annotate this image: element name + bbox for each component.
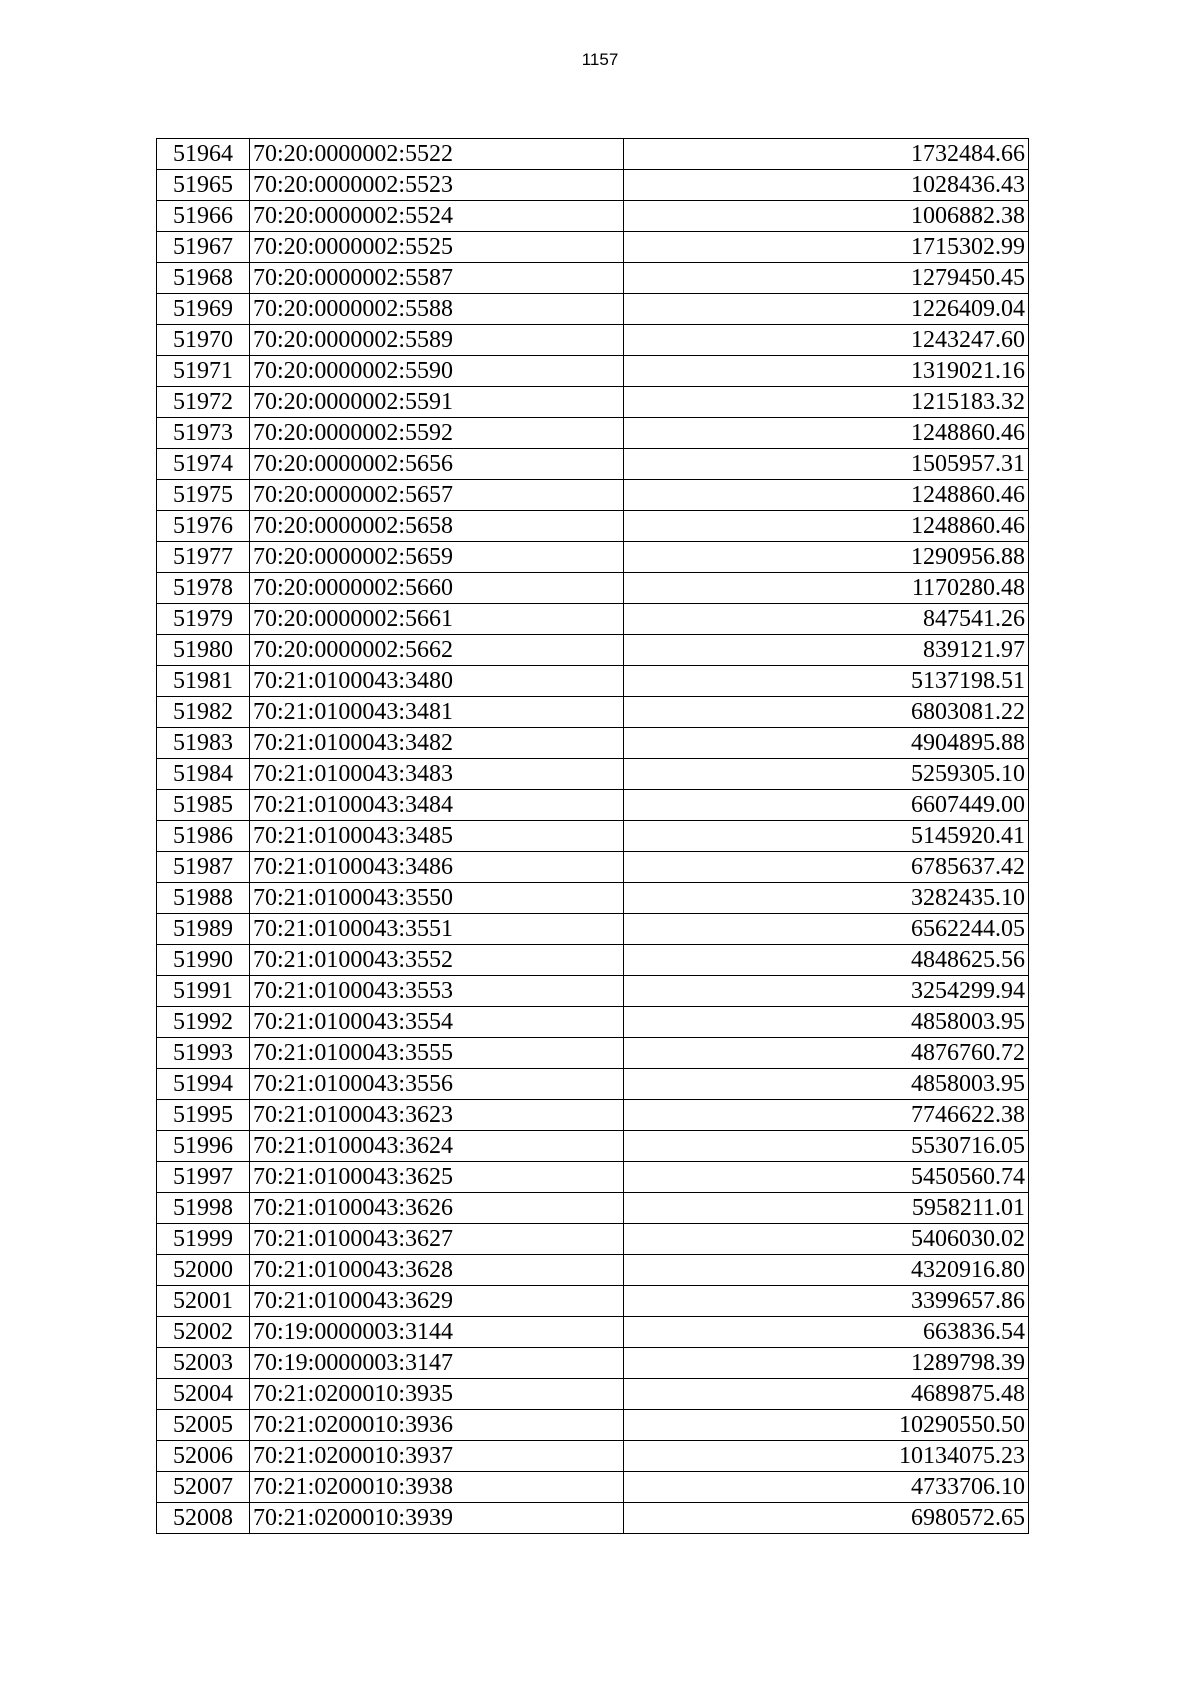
- value-cell: 5530716.05: [624, 1131, 1029, 1162]
- value-cell: 4848625.56: [624, 945, 1029, 976]
- table-row: [157, 263, 1029, 294]
- row-number-cell: 51977: [157, 542, 250, 573]
- row-number-cell: 51987: [157, 852, 250, 883]
- cadastral-number-cell: 70:21:0100043:3552: [250, 945, 624, 976]
- row-number-cell: 51992: [157, 1007, 250, 1038]
- cadastral-number-cell: 70:20:0000002:5592: [250, 418, 624, 449]
- value-cell: 1226409.04: [624, 294, 1029, 325]
- row-number-cell: 51993: [157, 1038, 250, 1069]
- cadastral-number-cell: 70:20:0000002:5656: [250, 449, 624, 480]
- cadastral-number-cell: 70:20:0000002:5587: [250, 263, 624, 294]
- value-cell: 3282435.10: [624, 883, 1029, 914]
- table-row: [157, 542, 1029, 573]
- cadastral-number-cell: 70:21:0100043:3486: [250, 852, 624, 883]
- table-row: [157, 1069, 1029, 1100]
- cadastral-number-cell: 70:21:0100043:3485: [250, 821, 624, 852]
- value-cell: 5406030.02: [624, 1224, 1029, 1255]
- value-cell: 1290956.88: [624, 542, 1029, 573]
- value-cell: 4733706.10: [624, 1472, 1029, 1503]
- cadastral-number-cell: 70:20:0000002:5522: [250, 139, 624, 170]
- table-row: [157, 976, 1029, 1007]
- cadastral-number-cell: 70:20:0000002:5523: [250, 170, 624, 201]
- value-cell: 4689875.48: [624, 1379, 1029, 1410]
- value-cell: 4858003.95: [624, 1069, 1029, 1100]
- value-cell: 4876760.72: [624, 1038, 1029, 1069]
- cadastral-number-cell: 70:20:0000002:5591: [250, 387, 624, 418]
- row-number-cell: 51994: [157, 1069, 250, 1100]
- row-number-cell: 51997: [157, 1162, 250, 1193]
- table-row: [157, 480, 1029, 511]
- value-cell: 5145920.41: [624, 821, 1029, 852]
- row-number-cell: 51986: [157, 821, 250, 852]
- row-number-cell: 52003: [157, 1348, 250, 1379]
- value-cell: 6607449.00: [624, 790, 1029, 821]
- value-cell: 10290550.50: [624, 1410, 1029, 1441]
- row-number-cell: 51984: [157, 759, 250, 790]
- row-number-cell: 52004: [157, 1379, 250, 1410]
- cadastral-number-cell: 70:20:0000002:5524: [250, 201, 624, 232]
- row-number-cell: 51982: [157, 697, 250, 728]
- row-number-cell: 51990: [157, 945, 250, 976]
- table-row: [157, 852, 1029, 883]
- row-number-cell: 51999: [157, 1224, 250, 1255]
- row-number-cell: 51973: [157, 418, 250, 449]
- cadastral-number-cell: 70:21:0200010:3937: [250, 1441, 624, 1472]
- cadastral-number-cell: 70:20:0000002:5657: [250, 480, 624, 511]
- table-row: [157, 697, 1029, 728]
- value-cell: 663836.54: [624, 1317, 1029, 1348]
- value-cell: 7746622.38: [624, 1100, 1029, 1131]
- table-row: [157, 728, 1029, 759]
- page-number: 1157: [581, 50, 619, 69]
- cadastral-number-cell: 70:21:0100043:3481: [250, 697, 624, 728]
- cadastral-number-cell: 70:21:0100043:3484: [250, 790, 624, 821]
- cadastral-number-cell: 70:20:0000002:5661: [250, 604, 624, 635]
- row-number-cell: 51972: [157, 387, 250, 418]
- table-row: [157, 1100, 1029, 1131]
- row-number-cell: 51980: [157, 635, 250, 666]
- cadastral-number-cell: 70:21:0100043:3551: [250, 914, 624, 945]
- table-row: [157, 1379, 1029, 1410]
- value-cell: 1248860.46: [624, 511, 1029, 542]
- cadastral-number-cell: 70:21:0200010:3938: [250, 1472, 624, 1503]
- value-cell: 6980572.65: [624, 1503, 1029, 1534]
- cadastral-number-cell: 70:20:0000002:5659: [250, 542, 624, 573]
- cadastral-number-cell: 70:20:0000002:5590: [250, 356, 624, 387]
- cadastral-number-cell: 70:20:0000002:5589: [250, 325, 624, 356]
- table-row: [157, 232, 1029, 263]
- table-row: [157, 1286, 1029, 1317]
- row-number-cell: 51967: [157, 232, 250, 263]
- row-number-cell: 52008: [157, 1503, 250, 1534]
- row-number-cell: 51996: [157, 1131, 250, 1162]
- table-row: [157, 325, 1029, 356]
- cadastral-number-cell: 70:21:0100043:3626: [250, 1193, 624, 1224]
- value-cell: 5958211.01: [624, 1193, 1029, 1224]
- value-cell: 1170280.48: [624, 573, 1029, 604]
- cadastral-number-cell: 70:21:0200010:3935: [250, 1379, 624, 1410]
- table-row: [157, 821, 1029, 852]
- value-cell: 1248860.46: [624, 418, 1029, 449]
- registry-table-body: [157, 139, 1029, 1534]
- cadastral-number-cell: 70:21:0100043:3625: [250, 1162, 624, 1193]
- row-number-cell: 51988: [157, 883, 250, 914]
- table-row: [157, 511, 1029, 542]
- row-number-cell: 52000: [157, 1255, 250, 1286]
- cadastral-number-cell: 70:19:0000003:3147: [250, 1348, 624, 1379]
- row-number-cell: 51964: [157, 139, 250, 170]
- row-number-cell: 51983: [157, 728, 250, 759]
- value-cell: 1215183.32: [624, 387, 1029, 418]
- value-cell: 3254299.94: [624, 976, 1029, 1007]
- table-row: [157, 1317, 1029, 1348]
- row-number-cell: 52002: [157, 1317, 250, 1348]
- row-number-cell: 51998: [157, 1193, 250, 1224]
- value-cell: 847541.26: [624, 604, 1029, 635]
- cadastral-number-cell: 70:21:0100043:3555: [250, 1038, 624, 1069]
- table-row: [157, 1193, 1029, 1224]
- cadastral-number-cell: 70:20:0000002:5658: [250, 511, 624, 542]
- table-row: [157, 139, 1029, 170]
- row-number-cell: 51991: [157, 976, 250, 1007]
- row-number-cell: 51981: [157, 666, 250, 697]
- row-number-cell: 52006: [157, 1441, 250, 1472]
- cadastral-number-cell: 70:20:0000002:5525: [250, 232, 624, 263]
- table-row: [157, 1038, 1029, 1069]
- value-cell: 1289798.39: [624, 1348, 1029, 1379]
- table-row: [157, 1441, 1029, 1472]
- table-row: [157, 1255, 1029, 1286]
- table-row: [157, 1348, 1029, 1379]
- row-number-cell: 51969: [157, 294, 250, 325]
- row-number-cell: 51978: [157, 573, 250, 604]
- value-cell: 1248860.46: [624, 480, 1029, 511]
- cadastral-number-cell: 70:21:0100043:3556: [250, 1069, 624, 1100]
- cadastral-number-cell: 70:21:0100043:3629: [250, 1286, 624, 1317]
- table-row: [157, 883, 1029, 914]
- table-row: [157, 356, 1029, 387]
- value-cell: 3399657.86: [624, 1286, 1029, 1317]
- cadastral-number-cell: 70:20:0000002:5662: [250, 635, 624, 666]
- table-row: [157, 1503, 1029, 1534]
- value-cell: 4904895.88: [624, 728, 1029, 759]
- value-cell: 5450560.74: [624, 1162, 1029, 1193]
- cadastral-number-cell: 70:21:0100043:3624: [250, 1131, 624, 1162]
- value-cell: 1505957.31: [624, 449, 1029, 480]
- row-number-cell: 52007: [157, 1472, 250, 1503]
- row-number-cell: 51966: [157, 201, 250, 232]
- table-row: [157, 604, 1029, 635]
- table-row: [157, 201, 1029, 232]
- table-row: [157, 1224, 1029, 1255]
- table-row: [157, 945, 1029, 976]
- value-cell: 10134075.23: [624, 1441, 1029, 1472]
- value-cell: 5137198.51: [624, 666, 1029, 697]
- row-number-cell: 51985: [157, 790, 250, 821]
- cadastral-number-cell: 70:21:0100043:3480: [250, 666, 624, 697]
- cadastral-number-cell: 70:21:0100043:3550: [250, 883, 624, 914]
- table-row: [157, 418, 1029, 449]
- row-number-cell: 51965: [157, 170, 250, 201]
- cadastral-number-cell: 70:21:0100043:3554: [250, 1007, 624, 1038]
- row-number-cell: 51979: [157, 604, 250, 635]
- value-cell: 1006882.38: [624, 201, 1029, 232]
- cadastral-number-cell: 70:21:0100043:3553: [250, 976, 624, 1007]
- cadastral-number-cell: 70:21:0100043:3483: [250, 759, 624, 790]
- cadastral-number-cell: 70:21:0100043:3628: [250, 1255, 624, 1286]
- row-number-cell: 51995: [157, 1100, 250, 1131]
- value-cell: 6562244.05: [624, 914, 1029, 945]
- row-number-cell: 51976: [157, 511, 250, 542]
- row-number-cell: 51971: [157, 356, 250, 387]
- row-number-cell: 52005: [157, 1410, 250, 1441]
- row-number-cell: 51975: [157, 480, 250, 511]
- value-cell: 1715302.99: [624, 232, 1029, 263]
- value-cell: 4320916.80: [624, 1255, 1029, 1286]
- table-row: [157, 1410, 1029, 1441]
- value-cell: 6803081.22: [624, 697, 1029, 728]
- table-row: [157, 387, 1029, 418]
- table-row: [157, 449, 1029, 480]
- table-row: [157, 170, 1029, 201]
- table-row: [157, 1131, 1029, 1162]
- table-row: [157, 759, 1029, 790]
- cadastral-number-cell: 70:21:0200010:3936: [250, 1410, 624, 1441]
- cadastral-number-cell: 70:20:0000002:5588: [250, 294, 624, 325]
- table-row: [157, 666, 1029, 697]
- table-row: [157, 635, 1029, 666]
- value-cell: 4858003.95: [624, 1007, 1029, 1038]
- value-cell: 839121.97: [624, 635, 1029, 666]
- table-row: [157, 790, 1029, 821]
- table-row: [157, 914, 1029, 945]
- table-row: [157, 294, 1029, 325]
- value-cell: 5259305.10: [624, 759, 1029, 790]
- row-number-cell: 51974: [157, 449, 250, 480]
- table-row: [157, 1472, 1029, 1503]
- table-row: [157, 1007, 1029, 1038]
- value-cell: 6785637.42: [624, 852, 1029, 883]
- table-row: [157, 573, 1029, 604]
- table-row: [157, 1162, 1029, 1193]
- row-number-cell: 52001: [157, 1286, 250, 1317]
- row-number-cell: 51968: [157, 263, 250, 294]
- row-number-cell: 51989: [157, 914, 250, 945]
- row-number-cell: 51970: [157, 325, 250, 356]
- value-cell: 1732484.66: [624, 139, 1029, 170]
- cadastral-number-cell: 70:21:0200010:3939: [250, 1503, 624, 1534]
- cadastral-number-cell: 70:19:0000003:3144: [250, 1317, 624, 1348]
- value-cell: 1279450.45: [624, 263, 1029, 294]
- cadastral-number-cell: 70:21:0100043:3482: [250, 728, 624, 759]
- value-cell: 1319021.16: [624, 356, 1029, 387]
- value-cell: 1243247.60: [624, 325, 1029, 356]
- cadastral-number-cell: 70:21:0100043:3627: [250, 1224, 624, 1255]
- cadastral-number-cell: 70:20:0000002:5660: [250, 573, 624, 604]
- value-cell: 1028436.43: [624, 170, 1029, 201]
- registry-table: [156, 138, 1029, 1534]
- cadastral-number-cell: 70:21:0100043:3623: [250, 1100, 624, 1131]
